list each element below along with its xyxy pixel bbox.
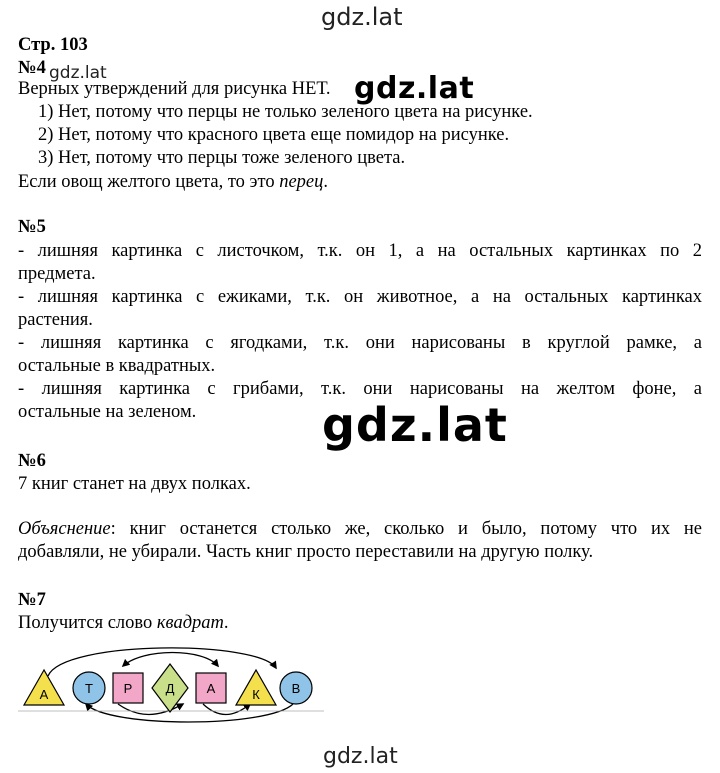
shape-1-letter: А: [39, 687, 49, 702]
task6-explanation-text-1: : книг останется столько же, сколько и было, потому что их не: [110, 519, 702, 539]
arrow-arc-bottom-outer: [86, 704, 293, 722]
task5-line-2: предмета.: [18, 264, 96, 284]
shape-6-letter: К: [252, 687, 260, 702]
watermark-top: gdz.lat: [321, 3, 403, 31]
task4-conclusion-word: перец: [279, 172, 324, 192]
shape-1-triangle: [24, 670, 64, 705]
shape-6-triangle: [236, 670, 276, 705]
shape-5-letter: А: [206, 681, 216, 696]
task4-item-1: 1) Нет, потому что перцы не только зеленого цвета на рисунке.: [38, 102, 533, 122]
shape-7-letter: В: [291, 681, 301, 696]
task4-item-2: 2) Нет, потому что красного цвета еще помидор на рисунке.: [38, 125, 510, 145]
task4-item-3: 3) Нет, потому что перцы тоже зеленого цвета.: [38, 148, 406, 168]
page-title: Стр. 103: [18, 35, 88, 55]
watermark-middle-2: gdz.lat: [322, 398, 508, 452]
watermark-middle-1: gdz.lat: [354, 71, 475, 106]
task5-number: №5: [18, 217, 46, 237]
shape-3-letter: Р: [123, 681, 133, 696]
shape-4-letter: Д: [165, 681, 175, 696]
task4-number: №4: [18, 58, 46, 78]
task7-answer-word: квадрат: [156, 613, 224, 633]
task7-answer-suffix: .: [223, 613, 229, 633]
shape-2-circle: [73, 672, 105, 704]
task6-explanation-label: Объяснение: [18, 519, 111, 539]
arrow-arc-top-outer: [48, 648, 276, 676]
task4-conclusion: [18, 171, 328, 194]
task7-number: №7: [18, 590, 46, 610]
task5-line-6: остальные в квадратных.: [18, 356, 216, 376]
watermark-small: gdz.lat: [49, 63, 107, 83]
watermark-bottom: gdz.lat: [323, 744, 398, 769]
task4-intro: Верных утверждений для рисунка НЕТ.: [18, 79, 331, 99]
task6-answer: 7 книг станет на двух полках.: [18, 474, 251, 494]
task4-conclusion-prefix: Если овощ желтого цвета, то это: [18, 172, 280, 192]
task5-line-7: - лишняя картинка с грибами, т.к. они нарисованы на желтом фоне, а: [18, 379, 702, 399]
task5-line-8: остальные на зеленом.: [18, 402, 197, 422]
task5-line-3: - лишняя картинка с ежиками, т.к. он животное, а на остальных картинках: [18, 287, 702, 307]
shape-3-square: [113, 673, 143, 703]
shape-2-letter: Т: [85, 681, 93, 696]
task6-explanation-line-2: добавляли, не убирали. Часть книг просто переставили на другую полку.: [18, 542, 594, 562]
task7-answer: [18, 612, 229, 635]
task5-line-5: - лишняя картинка с ягодками, т.к. они нарисованы в круглой рамке, а: [18, 333, 702, 353]
letter-sequence-diagram: [18, 638, 328, 730]
task7-answer-prefix: Получится слово: [18, 613, 157, 633]
task4-conclusion-suffix: .: [323, 172, 329, 192]
task5-line-1: - лишняя картинка с листочком, т.к. он 1, а на остальных картинках по 2: [18, 241, 702, 261]
task5-line-4: растения.: [18, 310, 93, 330]
shape-5-square: [196, 673, 226, 703]
task6-number: №6: [18, 451, 46, 471]
shape-7-circle: [280, 672, 312, 704]
task6-explanation-line-1: [18, 518, 702, 541]
